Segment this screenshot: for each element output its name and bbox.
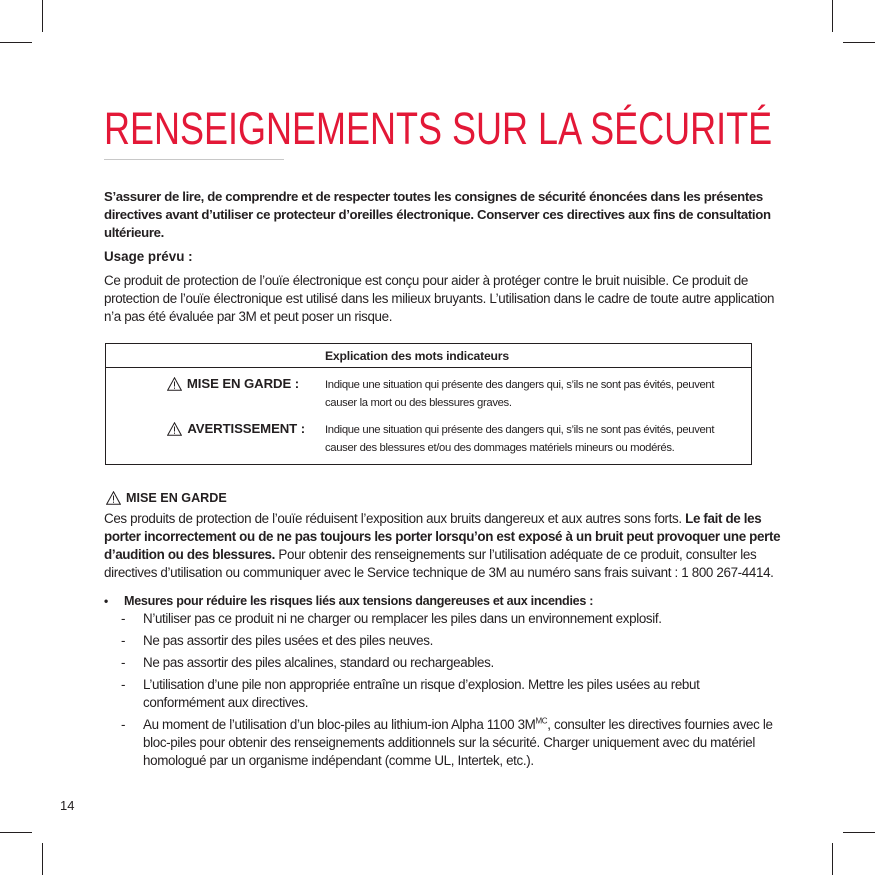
crop-mark bbox=[832, 0, 833, 32]
crop-mark bbox=[0, 832, 32, 833]
caution-heading-label: MISE EN GARDE bbox=[126, 491, 227, 505]
signal-term-label: AVERTISSEMENT : bbox=[187, 421, 305, 436]
fire-risk-list bbox=[104, 610, 794, 770]
list-item: - Ne pas assortir des piles alcalines, standard ou rechargeables. bbox=[104, 654, 773, 672]
signal-words-table bbox=[105, 343, 752, 465]
list-item bbox=[104, 716, 773, 770]
caution-text bbox=[104, 510, 794, 582]
usage-text: Ce produit de protection de l’ouïe électronique est conçu pour aider à protéger contre le bruit nuisible. Ce produit de protection de l’ouïe électronique est utilisé dans les milieux bruyants. L’utilisation dans le cadre de toute autre application n’a pas été évaluée par 3M et peut poser un risque. bbox=[104, 273, 775, 324]
list-item: - Ne pas assortir des piles usées et des piles neuves. bbox=[104, 632, 773, 650]
page-title: RENSEIGNEMENTS SUR LA SÉCURITÉ bbox=[104, 103, 773, 154]
crop-mark bbox=[0, 42, 32, 43]
fire-risk-title: • Mesures pour réduire les risques liés aux tensions dangereuses et aux incendies : bbox=[104, 592, 794, 610]
signal-term-label: MISE EN GARDE : bbox=[186, 376, 299, 391]
caution-text-part: Ces produits de protection de l’ouïe réduisent l’exposition aux bruits dangereux et aux autres sons forts. bbox=[104, 511, 686, 526]
signal-table-header-label: Explication des mots indicateurs bbox=[325, 348, 509, 363]
signal-term bbox=[106, 421, 325, 437]
main-content bbox=[104, 188, 794, 774]
usage-heading: Usage prévu : bbox=[104, 249, 193, 264]
warning-triangle-icon bbox=[167, 422, 182, 436]
warning-triangle-icon bbox=[106, 491, 121, 505]
intro-notice: S’assurer de lire, de comprendre et de respecter toutes les consignes de sécurité énoncées dans les présentes directives avant d’utiliser ce protecteur d’oreilles électronique. Conserver ces directives aux fins de consultation ultérieure. bbox=[104, 189, 771, 240]
caution-heading bbox=[106, 490, 794, 506]
trademark-mark: MC bbox=[535, 716, 548, 726]
list-item: - N’utiliser pas ce produit ni ne charger ou remplacer les piles dans un environnement explosif. bbox=[104, 610, 773, 628]
crop-mark bbox=[832, 843, 833, 875]
caution-text-bold: Le fait de les porter incorrectement ou de ne pas toujours les porter lorsqu’on est exposé à un bruit peut provoquer une perte d’audition ou des blessures. bbox=[104, 511, 781, 562]
signal-table-header bbox=[106, 344, 751, 368]
list-item: - L’utilisation d’une pile non appropriée entraîne un risque d’explosion. Mettre les piles usées au rebut conformément aux directives. bbox=[104, 676, 773, 712]
signal-table-row bbox=[106, 416, 751, 464]
list-item-text: Au moment de l’utilisation d’un bloc-piles au lithium-ion Alpha 1100 3M bbox=[143, 717, 536, 732]
title-divider bbox=[104, 159, 284, 160]
crop-mark bbox=[42, 843, 43, 875]
signal-term bbox=[106, 376, 325, 392]
warning-triangle-icon bbox=[167, 377, 182, 391]
signal-definition: Indique une situation qui présente des dangers qui, s’ils ne sont pas évités, peuvent causer des blessures et/ou des dommages matériels mineurs ou modérés. bbox=[325, 424, 715, 454]
crop-mark bbox=[843, 42, 875, 43]
list-item-text: , consulter les directives fournies avec le bloc-piles pour obtenir des renseignements additionnels sur la sécurité. Charger uniquement avec du matériel homologué par un organisme indépendant (comme UL, Intertek, etc.). bbox=[143, 717, 773, 768]
signal-definition: Indique une situation qui présente des dangers qui, s’ils ne sont pas évités, peuvent causer la mort ou des blessures graves. bbox=[325, 379, 715, 409]
signal-table-row bbox=[106, 368, 751, 416]
crop-mark bbox=[42, 0, 43, 32]
page-number: 14 bbox=[60, 798, 75, 813]
crop-mark bbox=[843, 832, 875, 833]
caution-text-part: Pour obtenir des renseignements sur l’utilisation adéquate de ce produit, consulter les directives d’utilisation ou communiquer avec le Service technique de 3M au numéro sans frais suivant : 1 800 267-4414. bbox=[104, 547, 774, 580]
